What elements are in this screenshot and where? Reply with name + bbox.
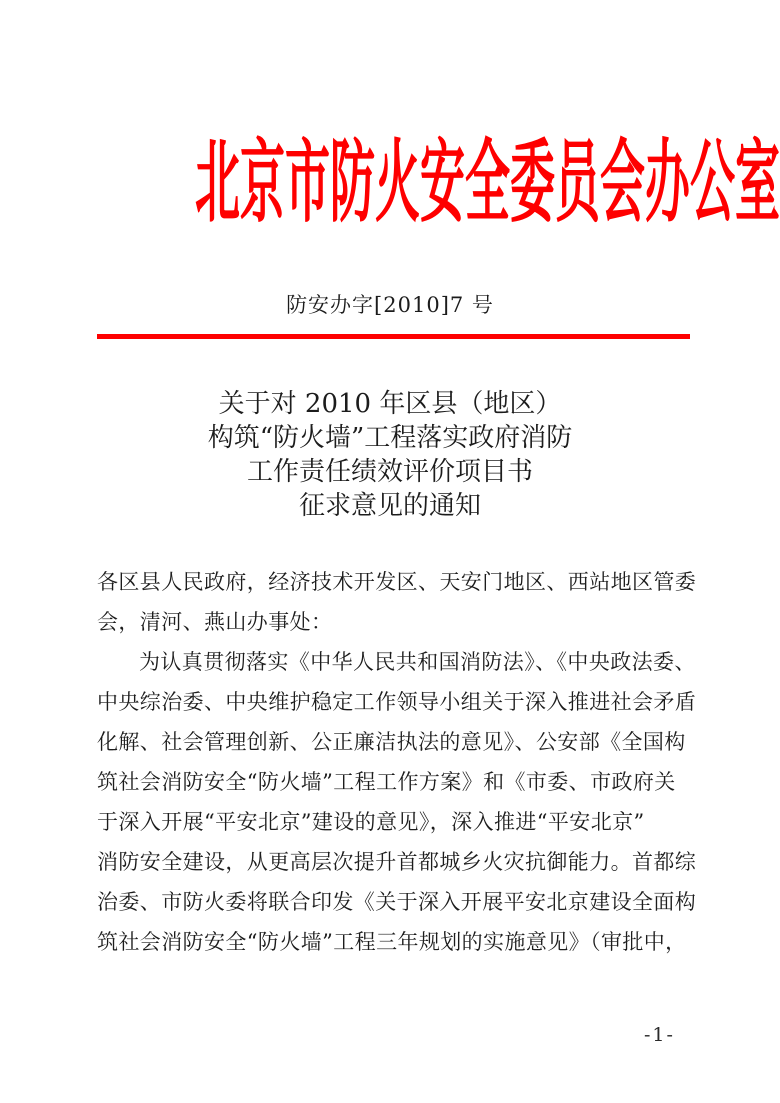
document-title xyxy=(0,387,780,523)
body-line: 会，清河、燕山办事处： xyxy=(97,610,333,634)
main-paragraph xyxy=(97,642,697,962)
title-line: 征求意见的通知 xyxy=(298,491,481,521)
body-line: 化解、社会管理创新、公正廉洁执法的意见》、公安部《全国构 xyxy=(97,730,686,754)
title-line: 工作责任绩效评价项目书 xyxy=(246,457,533,487)
body-line: 筑社会消防安全“防火墙”工程工作方案》和《市委、市政府关 xyxy=(97,770,676,794)
body-line: 为认真贯彻落实《中华人民共和国消防法》、《中央政法委、 xyxy=(139,650,696,674)
title-line: 构筑“防火墙”工程落实政府消防 xyxy=(207,423,573,453)
document-number: 防安办字[2010]7 号 xyxy=(286,293,494,317)
page-number: -1- xyxy=(644,1024,675,1046)
title-line: 关于对 2010 年区县（地区） xyxy=(218,389,562,419)
issuing-org-header: 北京市防火安全委员会办公室 xyxy=(195,129,780,235)
body-line: 治委、市防火委将联合印发《关于深入开展平安北京建设全面构 xyxy=(97,890,697,914)
body-line: 消防安全建设，从更高层次提升首都城乡火灾抗御能力。首都综 xyxy=(97,850,697,874)
body-line: 中央综治委、中央维护稳定工作领导小组关于深入推进社会矛盾 xyxy=(97,690,697,714)
body-line: 筑社会消防安全“防火墙”工程三年规划的实施意见》（审批中， xyxy=(97,930,687,954)
body-line: 于深入开展“平安北京”建设的意见》，深入推进“平安北京” xyxy=(97,810,645,834)
body-line: 各区县人民政府，经济技术开发区、天安门地区、西站地区管委 xyxy=(97,570,697,594)
salutation-paragraph xyxy=(97,562,697,642)
document-body xyxy=(97,562,697,962)
red-divider-line xyxy=(97,334,690,339)
